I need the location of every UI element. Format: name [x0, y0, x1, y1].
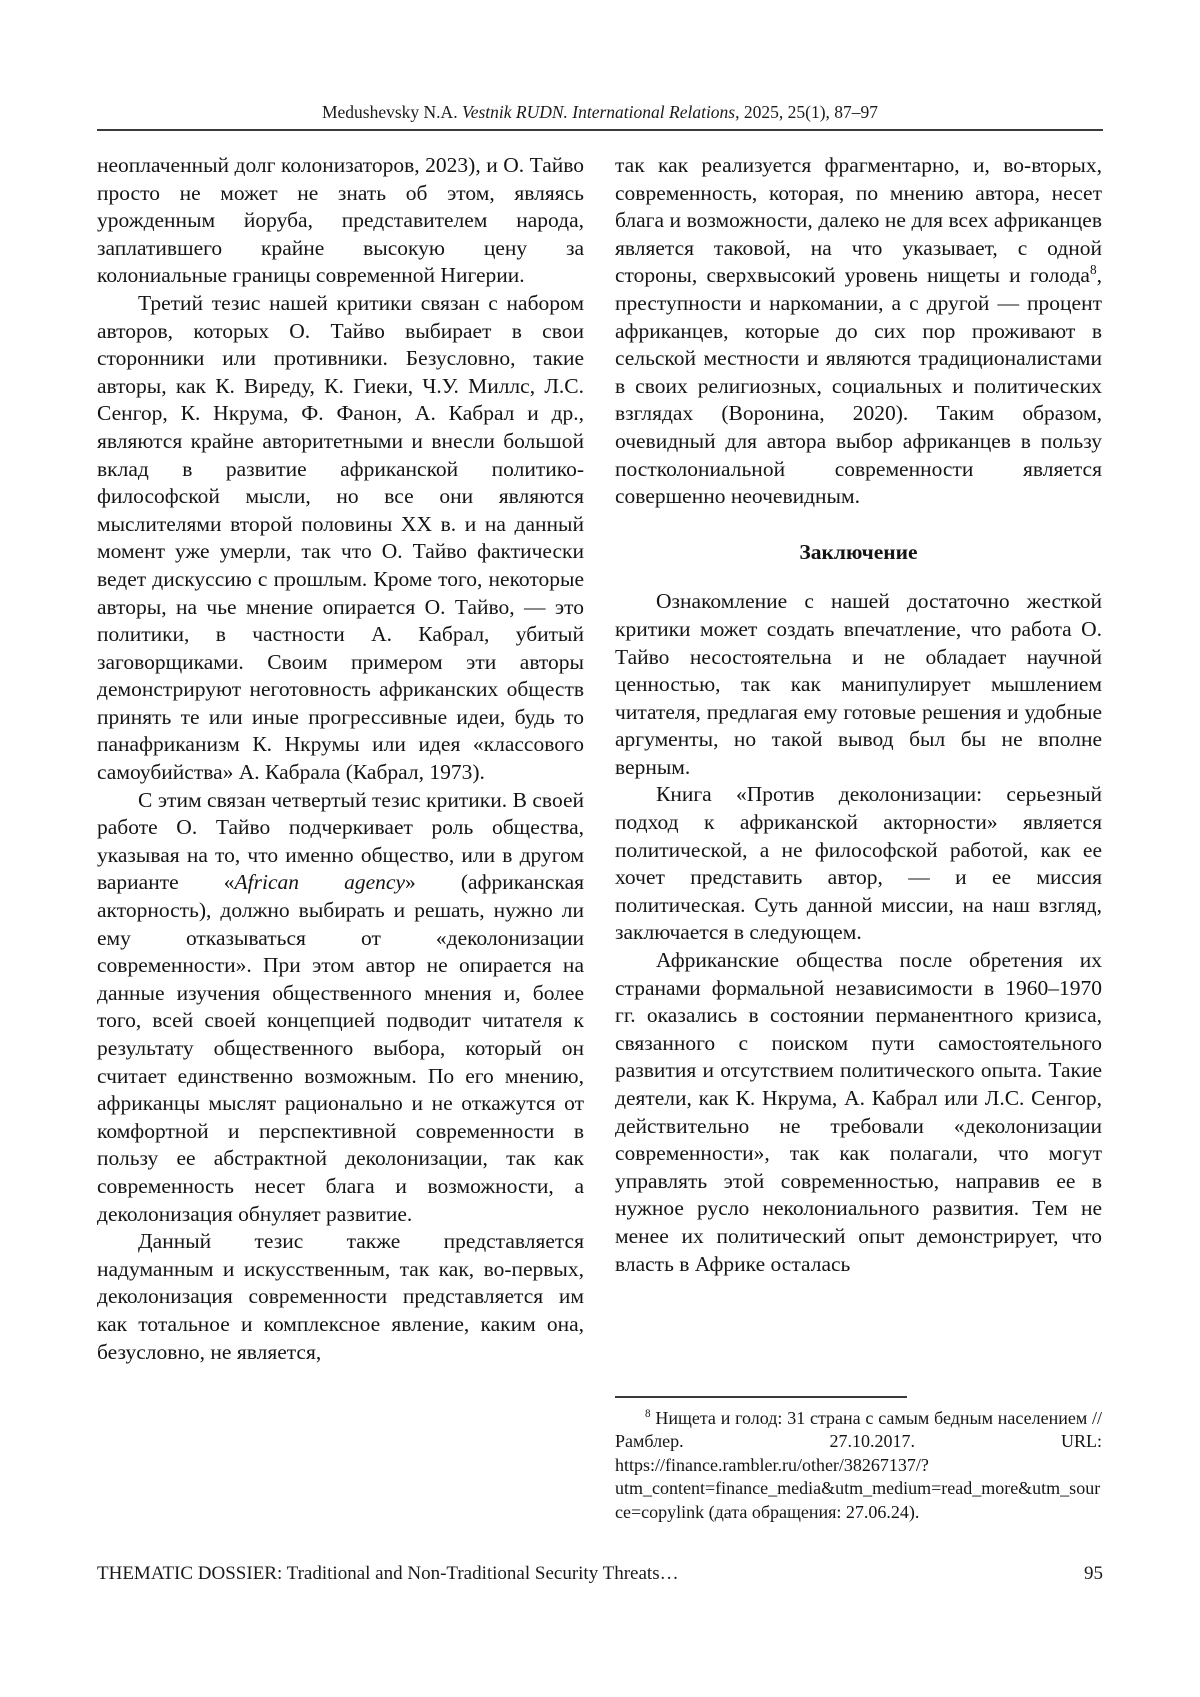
footnote [615, 1407, 1102, 1524]
paragraph [97, 1228, 584, 1366]
header-rule [97, 129, 1103, 131]
footer-page-number: 95 [1084, 1563, 1103, 1584]
article-page [97, 0, 1103, 1524]
section-heading [615, 539, 1102, 567]
text-run: Книга «Против деколонизации: серьезный подход к африканской акторности» является политической, а не философской работой, как ее хочет представить автор, — и ее миссия политическая. Суть данной миссии, на наш взгляд, заключается в следующем. [615, 782, 1102, 945]
text-run: Заключение [799, 539, 918, 564]
paragraph [615, 152, 1102, 511]
text-run: Данный тезис также представляется надуманным и искусственным, так как, во-первых, деколонизация современности представляется им как тотальное и комплексное явление, каким она, безусловно, не является, [97, 1229, 584, 1364]
text-run: С этим связан четвертый тезис критики. В своей работе О. Тайво подчеркивает роль общества, указывая на то, что именно общество, или в другом варианте « [97, 787, 584, 895]
text-run: » (африканская акторность), должно выбирать и решать, нужно ли ему отказываться от «деколонизации современности». При этом автор не опирается на данные изучения общественного мнения и, более того, всей своей концепцией подводит читателя к результату общественного выбора, который он считает единственно возможным. По его мнению, африканцы мыслят рационально и не откажутся от комфортной и перспективной современности в пользу ее абстрактной деколонизации, так как современность несет блага и возможности, а деколонизация обнуляет развитие. [97, 870, 585, 1226]
text-run: неоплаченный долг колонизаторов, 2023), и О. Тайво просто не может не знать об этом, являясь урожденным йоруба, представителем народа, заплатившего крайне высокую цену за колониальные границы современной Нигерии. [97, 153, 584, 288]
paragraph [615, 781, 1102, 947]
text-run: Третий тезис нашей критики связан с набором авторов, которых О. Тайво выбирает в свои сторонники или противники. Безусловно, такие авторы, как К. Виреду, К. Гиеки, Ч.У. Миллс, Л.С. Сенгор, К. Нкрума, Ф. Фанон, А. Кабрал и др., являются крайне авторитетными и внесли большой вклад в развитие африканской политико-философской мысли, но все они являются мыслителями второй половины XX в. и на данный момент уже умерли, так что О. Тайво фактически ведет дискуссию с прошлым. Кроме того, некоторые авторы, на чье мнение опирается О. Тайво, — это политики, в частности А. Кабрал, убитый заговорщиками. Своим примером эти авторы демонстрируют неготовность африканских обществ принять те или иные прогрессивные идеи, будь то панафриканизм К. Нкрумы или идея «классового самоубийства» А. Кабрала (Кабрал, 1973). [97, 290, 584, 785]
text-run: African agency [234, 870, 405, 895]
right-column-paragraphs [615, 152, 1102, 1278]
running-header [97, 101, 1103, 123]
left-column [97, 152, 584, 1524]
footnote-text: Нищета и голод: 31 страна с самым бедным населением // Рамблер. 27.10.2017. URL: https://finance.rambler.ru/other/38267137/?utm_content=finance_media&utm_medium=read_more&utm_source=copylink (дата обращения: 27.06.24). [615, 1407, 1102, 1522]
paragraph [97, 290, 584, 787]
two-column-text [97, 152, 1103, 1524]
footnote-reference: 8 [1089, 262, 1097, 278]
paragraph [615, 947, 1102, 1278]
running-header-issue-info: , 2025, 25(1), 87–97 [735, 102, 879, 122]
footnote-block [615, 1396, 1102, 1524]
paragraph [97, 152, 584, 290]
text-run: так как реализуется фрагментарно, и, во-вторых, современность, которая, по мнению автора, несет блага и возможности, далеко не для всех африканцев является таковой, на что указывает, с одной стороны, сверхвысокий уровень нищеты и голода [615, 153, 1102, 288]
footnote-marker: 8 [645, 1407, 651, 1420]
page-footer [97, 1563, 1103, 1585]
paragraph [97, 787, 584, 1229]
text-run: Ознакомление с нашей достаточно жесткой критики может создать впечатление, что работа О. Тайво несостоятельна и не обладает научной ценностью, так как манипулирует мышлением читателя, предлагая ему готовые решения и удобные аргументы, но такой вывод был бы не вполне верным. [615, 589, 1102, 779]
right-column [615, 152, 1102, 1524]
footnote-separator [615, 1396, 907, 1398]
text-run: , преступности и наркомании, а с другой — процент африканцев, которые до сих пор проживают в сельской местности и являются традиционалистами в своих религиозных, социальных и политических взглядах (Воронина, 2020). Таким образом, очевидный для автора выбор африканцев в пользу постколониальной современности является совершенно неочевидным. [615, 263, 1102, 509]
footer-dossier-title: THEMATIC DOSSIER: Traditional and Non-Traditional Security Threats… [97, 1563, 679, 1584]
text-run: Африканские общества после обретения их странами формальной независимости в 1960–1970 гг. оказались в состоянии перманентного кризиса, связанного с поиском пути самостоятельного развития и отсутствием политического опыта. Такие деятели, как К. Нкрума, А. Кабрал или Л.С. Сенгор, действительно не требовали «деколонизации современности», так как полагали, что могут управлять этой современностью, направив ее в нужное русло неколониального развития. Тем не менее их политический опыт демонстрирует, что власть в Африке осталась [615, 948, 1102, 1276]
paragraph [615, 588, 1102, 781]
running-header-journal-title: Vestnik RUDN. International Relations [461, 102, 736, 122]
running-header-author: Medushevsky N.A. [321, 102, 462, 122]
